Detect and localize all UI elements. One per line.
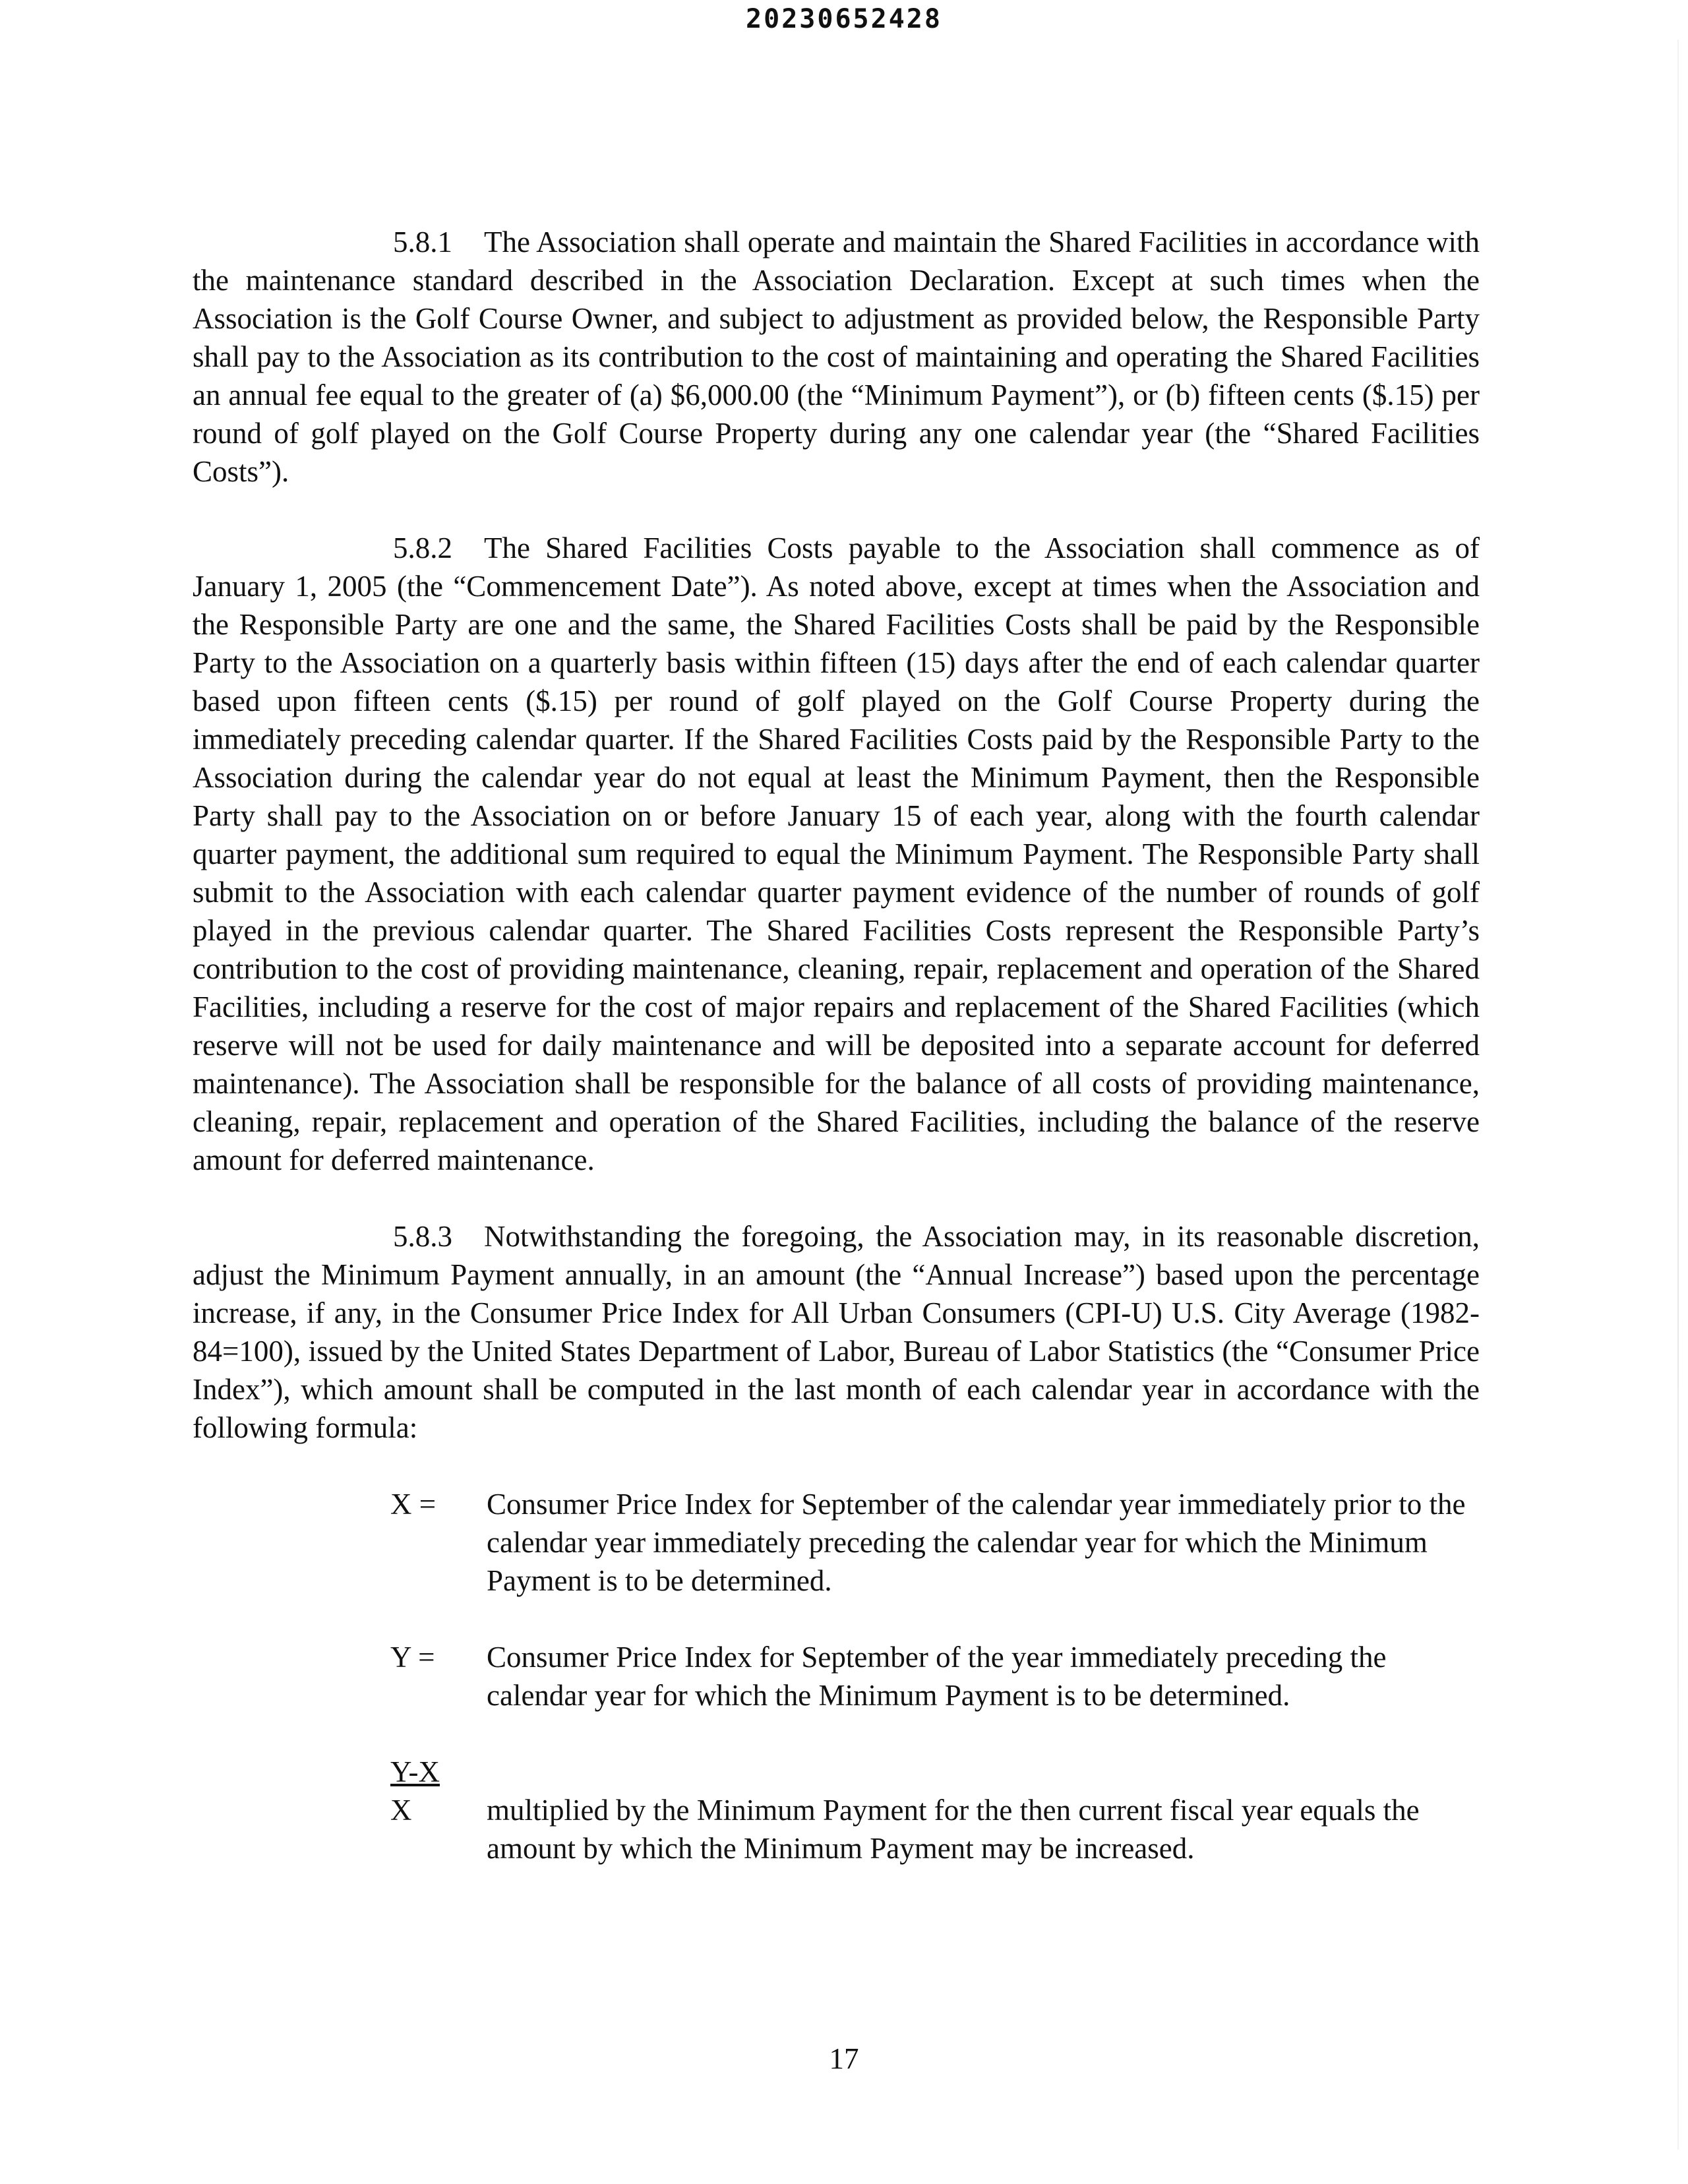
cpi-formula: [390, 1485, 1480, 1867]
section-number: 5.8.3: [393, 1220, 452, 1253]
paragraph-text: The Shared Facilities Costs payable to the Association shall commence as of January 1, 2005 (the “Commencement Date”). As noted above, except at times when the Association and the Responsible Party are one and the same, the Shared Facilities Costs shall be paid by the Responsible Party to the Association on a quarterly basis within fifteen (15) days after the end of each calendar quarter based upon fifteen cents ($.15) per round of golf played on the Golf Course Property during the immediately preceding calendar quarter. If the Shared Facilities Costs paid by the Responsible Party to the Association during the calendar year do not equal at least the Minimum Payment, then the Responsible Party shall pay to the Association on or before January 15 of each year, along with the fourth calendar quarter payment, the additional sum required to equal the Minimum Payment. The Responsible Party shall submit to the Association with each calendar quarter payment evidence of the number of rounds of golf played in the previous calendar quarter. The Shared Facilities Costs represent the Responsible Party’s contribution to the cost of providing maintenance, cleaning, repair, replacement and operation of the Shared Facilities, including a reserve for the cost of major repairs and replacement of the Shared Facilities (which reserve will not be used for daily maintenance and will be deposited into a separate account for deferred maintenance). The Association shall be responsible for the balance of all costs of providing maintenance, cleaning, repair, replacement and operation of the Shared Facilities, including the balance of the reserve amount for deferred maintenance.: [193, 531, 1480, 1176]
formula-fraction: [390, 1753, 487, 1867]
formula-row-x: [390, 1485, 1480, 1600]
formula-label-y: Y =: [390, 1641, 435, 1674]
formula-row-ratio: [390, 1753, 1480, 1867]
paragraph-5-8-2: [193, 529, 1480, 1179]
page-number: 17: [829, 2042, 859, 2075]
document-body: [193, 223, 1480, 1906]
paragraph-5-8-1: [193, 223, 1480, 491]
fraction-denominator: X: [390, 1794, 412, 1827]
section-number: 5.8.1: [393, 226, 452, 258]
formula-label-x: X =: [390, 1488, 437, 1521]
scan-edge-divider: [1677, 40, 1679, 2150]
section-number: 5.8.2: [393, 531, 452, 564]
paragraph-5-8-3: [193, 1217, 1480, 1447]
formula-definition-x: Consumer Price Index for September of the calendar year immediately prior to the calendar year immediately preceding the calendar year for which the Minimum Payment is to be determined.: [487, 1488, 1466, 1597]
formula-row-y: [390, 1638, 1480, 1714]
formula-definition-ratio: multiplied by the Minimum Payment for the then current fiscal year equals the amount by which the Minimum Payment may be increased.: [487, 1794, 1420, 1865]
fraction-numerator: Y-X: [390, 1755, 440, 1788]
paragraph-text: Notwithstanding the foregoing, the Association may, in its reasonable discretion, adjust the Minimum Payment annually, in an amount (the “Annual Increase”) based upon the percentage increase, if any, in the Consumer Price Index for All Urban Consumers (CPI-U) U.S. City Average (1982-84=100), issued by the United States Department of Labor, Bureau of Labor Statistics (the “Consumer Price Index”), which amount shall be computed in the last month of each calendar year in accordance with the following formula:: [193, 1220, 1480, 1444]
paragraph-text: The Association shall operate and maintain the Shared Facilities in accordance with the maintenance standard described in the Association Declaration. Except at such times when the Association is the Golf Course Owner, and subject to adjustment as provided below, the Responsible Party shall pay to the Association as its contribution to the cost of maintaining and operating the Shared Facilities an annual fee equal to the greater of (a) $6,000.00 (the “Minimum Payment”), or (b) fifteen cents ($.15) per round of golf played on the Golf Course Property during any one calendar year (the “Shared Facilities Costs”).: [193, 226, 1480, 488]
formula-definition-y: Consumer Price Index for September of the year immediately preceding the calendar year for which the Minimum Payment is to be determined.: [487, 1641, 1387, 1712]
document-number: 20230652428: [746, 4, 942, 34]
